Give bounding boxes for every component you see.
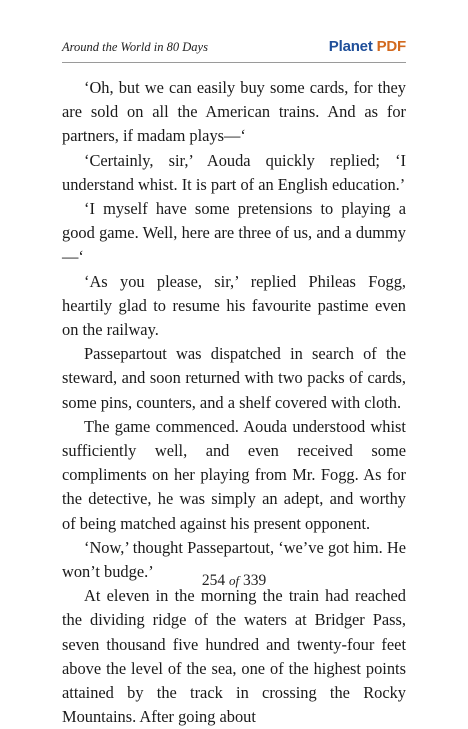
paragraph: ‘Now,’ thought Passepartout, ‘we’ve got him. He won’t budge.’ (62, 537, 406, 582)
page-footer (0, 572, 468, 590)
page-header (62, 36, 406, 60)
logo-prefix: Planet (328, 38, 373, 55)
paragraph: ‘As you please, sir,’ replied Phileas Fogg, heartily glad to resume his favourite pastime even on the railway. (62, 271, 406, 340)
book-title: Around the World in 80 Days (62, 40, 208, 54)
planet-pdf-logo (329, 38, 406, 55)
paragraph: ‘I myself have some pretensions to playing a good game. Well, here are three of us, and a dummy—‘ (62, 199, 406, 267)
page-body (62, 76, 406, 729)
header-divider (62, 62, 406, 63)
page-of-label: of (228, 573, 240, 588)
paragraph: At eleven in the morning the train had reached the dividing ridge of the waters at Bridger Pass, seven thousand five hundred and twenty-four feet above the level of the sea, one of the highest points attained by the track in crossing the Rocky Mountains. After going about (62, 586, 406, 727)
total-pages: 339 (242, 572, 267, 589)
page-number: 254 (201, 572, 226, 589)
logo-suffix: PDF (376, 38, 406, 55)
paragraph: Passepartout was dispatched in search of the steward, and soon returned with two packs of cards, some pins, counters, and a shelf covered with cloth. (62, 344, 406, 412)
paragraph: ‘Oh, but we can easily buy some cards, for they are sold on all the American trains. And as for partners, if madam plays—‘ (62, 78, 406, 146)
paragraph: The game commenced. Aouda understood whist sufficiently well, and even received some compliments on her playing from Mr. Fogg. As for the detective, he was simply an adept, and worthy of being matched against his present opponent. (62, 416, 406, 533)
paragraph: ‘Certainly, sir,’ Aouda quickly replied; ‘I understand whist. It is part of an English education.’ (62, 150, 406, 194)
